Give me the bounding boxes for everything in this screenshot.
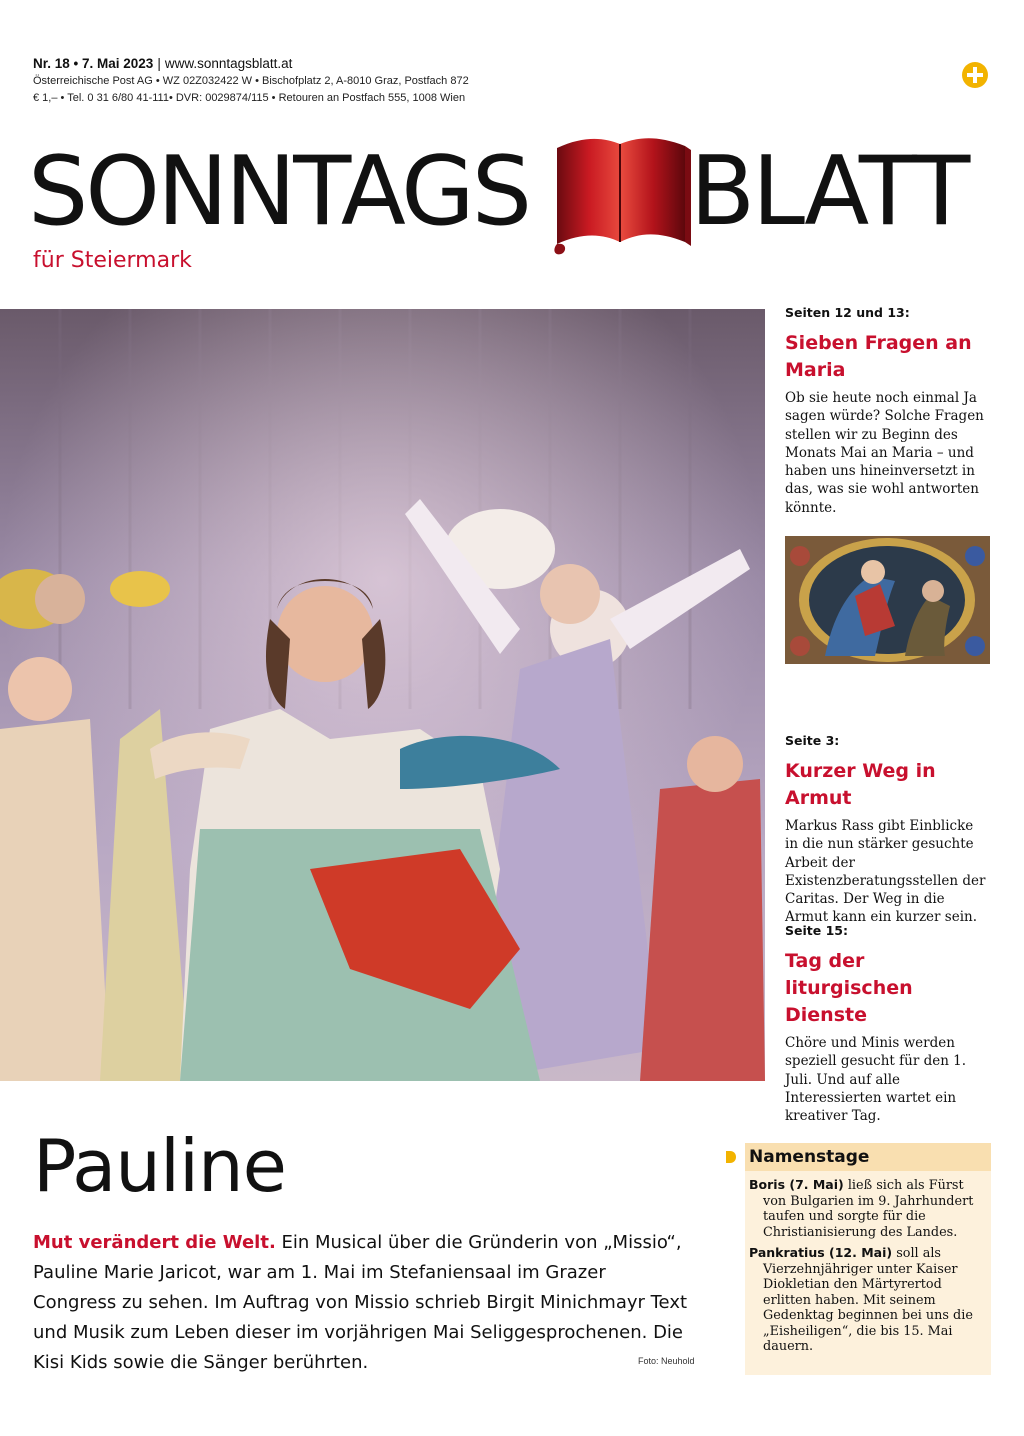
lead-text: Ein Musical über die Gründerin von „Missio“, Pauline Marie Jaricot, war am 1. Mai im Stefaniensaal im Grazer Congress zu sehen. Im Auftrag von Missio schrieb Birgit Minichmayr Text und Musik zum Leben dieser im vorjährigen Mai Seliggesprochenen. Die Kisi Kids sowie die Sänger berührten.: [33, 1232, 688, 1373]
teaser-text: Chöre und Minis werden speziell gesucht für den 1. Juli. Und auf alle Interessierten wartet ein kreativer Tag.: [785, 1035, 967, 1125]
issue-line: [33, 56, 469, 71]
teaser-headline[interactable]: Tag der liturgischen Dienste: [785, 950, 913, 1026]
red-book-logo: [545, 130, 695, 260]
teaser-armut[interactable]: [785, 733, 990, 927]
namenstag-entry: [749, 1177, 985, 1240]
masthead-subtitle: für Steiermark: [33, 248, 192, 273]
website-link[interactable]: www.sonntagsblatt.at: [164, 56, 293, 71]
teaser-liturgie[interactable]: [785, 923, 990, 1125]
teaser-kicker: Seiten 12 und 13:: [785, 305, 910, 320]
header-info: [33, 56, 469, 105]
masthead-right: BLATT: [690, 137, 968, 247]
namenstag-name: Pankratius (12. Mai): [749, 1245, 893, 1260]
teaser-headline[interactable]: Kurzer Weg in Armut: [785, 760, 936, 809]
masthead-left: SONNTAGS: [28, 137, 530, 247]
namenstage-body: [745, 1171, 991, 1355]
photo-credit: Foto: Neuhold: [638, 1356, 695, 1366]
cover-title: Pauline: [33, 1124, 286, 1208]
namenstage-heading: Namenstage: [745, 1143, 991, 1171]
lead-highlight: Mut verändert die Welt.: [33, 1232, 276, 1253]
teaser-maria[interactable]: [785, 305, 990, 517]
namenstag-entry: [749, 1245, 985, 1355]
header-separator: |: [157, 56, 161, 71]
bullet-marker-icon: [726, 1151, 736, 1163]
namenstag-name: Boris (7. Mai): [749, 1177, 844, 1192]
cross-circle-icon: [962, 62, 988, 88]
teaser-text: Markus Rass gibt Einblicke in die nun stärker gesuchte Arbeit der Existenzberatungsstellen der Caritas. Der Weg in die Armut kann ein kurzer sein.: [785, 818, 986, 926]
contact-info: € 1,– • Tel. 0 31 6/80 41-111• DVR: 0029874/115 • Retouren an Postfach 555, 1008 Wien: [33, 92, 466, 104]
maria-painting-image: [785, 536, 990, 664]
namenstage-box: [745, 1143, 991, 1375]
teaser-text: Ob sie heute noch einmal Ja sagen würde? Solche Fragen stellen wir zu Beginn des Monats Mai an Maria – und haben uns hineinversetzt in das, was sie wohl antworten könnte.: [785, 390, 984, 516]
teaser-headline[interactable]: Sieben Fragen an Maria: [785, 332, 972, 381]
teaser-kicker: Seite 3:: [785, 733, 840, 748]
cover-photo: [0, 309, 765, 1081]
namenstag-text: soll als Vierzehnjähriger unter Kaiser Diokletian den Märtyrertod erlitten haben. Mit seinem Gedenktag beginnen bei uns die „Eisheiligen“, die bis 15. Mai dauern.: [763, 1246, 973, 1354]
cover-lead: [33, 1228, 693, 1378]
teaser-kicker: Seite 15:: [785, 923, 848, 938]
issue-number: Nr. 18 • 7. Mai 2023: [33, 56, 154, 71]
namenstag-text: ließ sich als Fürst von Bulgarien im 9. Jahrhundert taufen und sorgte für die Christianisierung des Landes.: [763, 1178, 974, 1240]
postal-info: Österreichische Post AG • WZ 02Z032422 W • Bischofplatz 2, A-8010 Graz, Postfach 872: [33, 75, 469, 87]
